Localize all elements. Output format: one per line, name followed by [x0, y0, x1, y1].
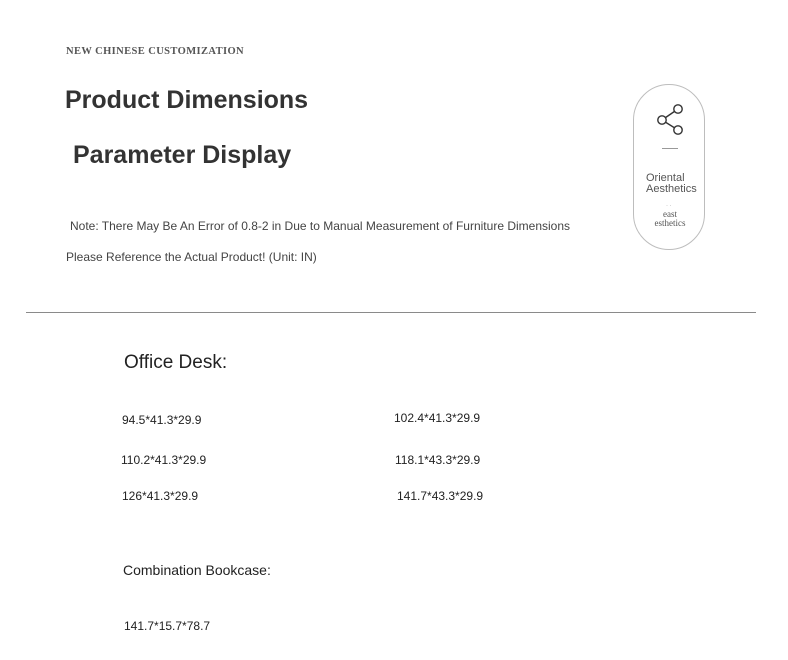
dimension-item: 141.7*15.7*78.7 [124, 619, 211, 633]
dimension-item: 126*41.3*29.9 [122, 489, 199, 503]
badge-subtitle [634, 210, 706, 228]
dimension-item: 118.1*43.3*29.9 [395, 453, 481, 467]
badge-divider [662, 148, 678, 149]
reference-note: Please Reference the Actual Product! (Unit: IN) [66, 250, 317, 264]
oriental-aesthetics-badge [633, 84, 705, 250]
dimension-item: 141.7*43.3*29.9 [397, 489, 484, 503]
dimension-item: 110.2*41.3*29.9 [121, 453, 207, 467]
page-title-line1: Product Dimensions [65, 86, 309, 114]
section-divider [26, 312, 756, 313]
dimension-item: 94.5*41.3*29.9 [122, 413, 202, 427]
eyebrow-label: NEW CHINESE CUSTOMIZATION [66, 46, 245, 57]
badge-subtitle-line2: esthetics [654, 218, 686, 228]
badge-dots: · · [666, 203, 672, 209]
bookcase-heading: Combination Bookcase: [123, 562, 271, 578]
share-icon [654, 103, 686, 144]
badge-subtitle-line1: east [663, 209, 677, 219]
office-desk-heading: Office Desk: [124, 352, 228, 373]
badge-title: Oriental Aesthetics [646, 172, 697, 195]
page-title-line2: Parameter Display [73, 141, 292, 169]
dimension-item: 102.4*41.3*29.9 [394, 411, 481, 425]
measurement-note: Note: There May Be An Error of 0.8-2 in Due to Manual Measurement of Furniture Dimensions [70, 219, 571, 233]
